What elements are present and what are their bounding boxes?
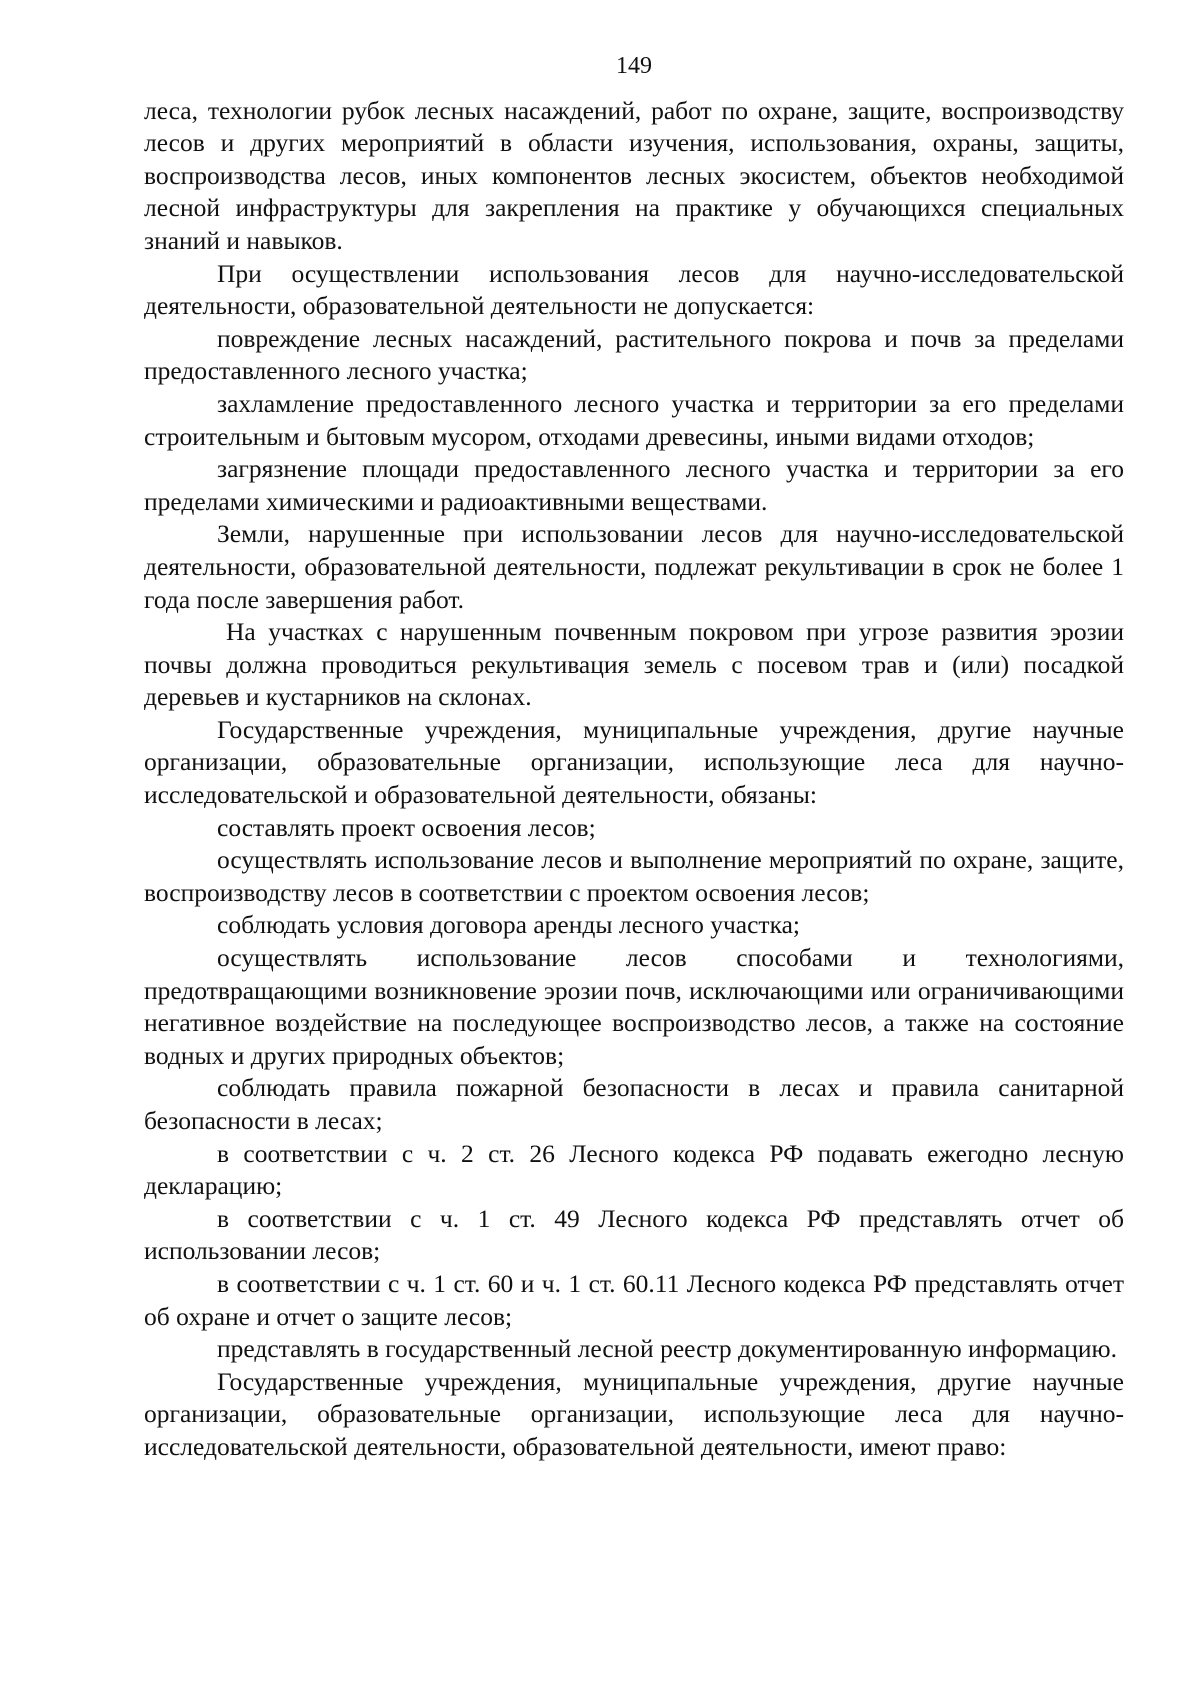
- paragraph-obligation-methods: осуществлять использование лесов способами и технологиями, предотвращающими возникновение эрозии почв, исключающими или ограничивающими негативное воздействие на последующее воспроизводство лесов, а также на состояние водных и других природных объектов;: [144, 943, 1124, 1070]
- paragraph-land-recultivation: Земли, нарушенные при использовании лесов для научно-исследовательской деятельности, образовательной деятельности, подлежат рекультивации в срок не более 1 года после завершения работ.: [144, 519, 1124, 614]
- paragraph-prohibition-damage: повреждение лесных насаждений, растительного покрова и почв за пределами предоставленного лесного участка;: [144, 323, 1124, 386]
- paragraph-obligation-use-report: в соответствии с ч. 1 ст. 49 Лесного кодекса РФ представлять отчет об использовании лесов;: [144, 1203, 1124, 1266]
- page-number: 149: [616, 53, 652, 79]
- paragraph-obligation-lease: соблюдать условия договора аренды лесного участка;: [217, 910, 800, 940]
- paragraph-prohibitions-intro: При осуществлении использования лесов для научно-исследовательской деятельности, образовательной деятельности не допускается:: [144, 258, 1124, 321]
- paragraph-obligation-protection-report: в соответствии с ч. 1 ст. 60 и ч. 1 ст. 60.11 Лесного кодекса РФ представлять отчет об охране и отчет о защите лесов;: [144, 1268, 1124, 1331]
- paragraph-rights-intro: Государственные учреждения, муниципальные учреждения, другие научные организации, образовательные организации, использующие леса для научно-исследовательской деятельности, образовательной деятельности, имеют право:: [144, 1366, 1124, 1461]
- paragraph-prohibition-littering: захламление предоставленного лесного участка и территории за его пределами строительным и бытовым мусором, отходами древесины, иными видами отходов;: [144, 388, 1124, 451]
- paragraph-prohibition-pollution: загрязнение площади предоставленного лесного участка и территории за его пределами химическими и радиоактивными веществами.: [144, 454, 1124, 516]
- paragraph-obligation-registry: представлять в государственный лесной реестр документированную информацию.: [217, 1334, 1117, 1364]
- paragraph-continuation: леса, технологии рубок лесных насаждений, работ по охране, защите, воспроизводству лесов и других мероприятий в области изучения, использования, охраны, защиты, воспроизводства лесов, иных компонентов лесных экосистем, объектов необходимой лесной инфраструктуры для закрепления на практике у обучающихся специальных знаний и навыков.: [144, 95, 1124, 255]
- document-page: [144, 50, 1124, 1464]
- paragraph-obligation-use: осуществлять использование лесов и выполнение мероприятий по охране, защите, воспроизводству лесов в соответствии с проектом освоения лесов;: [144, 845, 1124, 907]
- paragraph-obligation-project: составлять проект освоения лесов;: [217, 812, 596, 842]
- paragraph-obligation-fire-safety: соблюдать правила пожарной безопасности в лесах и правила санитарной безопасности в лесах;: [144, 1073, 1124, 1135]
- paragraph-obligation-declaration: в соответствии с ч. 2 ст. 26 Лесного кодекса РФ подавать ежегодно лесную декларацию;: [144, 1138, 1124, 1201]
- paragraph-erosion-recultivation: На участках с нарушенным почвенным покровом при угрозе развития эрозии почвы должна проводиться рекультивация земель с посевом трав и (или) посадкой деревьев и кустарников на склонах.: [144, 617, 1124, 712]
- paragraph-obligations-intro: Государственные учреждения, муниципальные учреждения, другие научные организации, образовательные организации, использующие леса для научно-исследовательской и образовательной деятельности, обязаны:: [144, 714, 1124, 810]
